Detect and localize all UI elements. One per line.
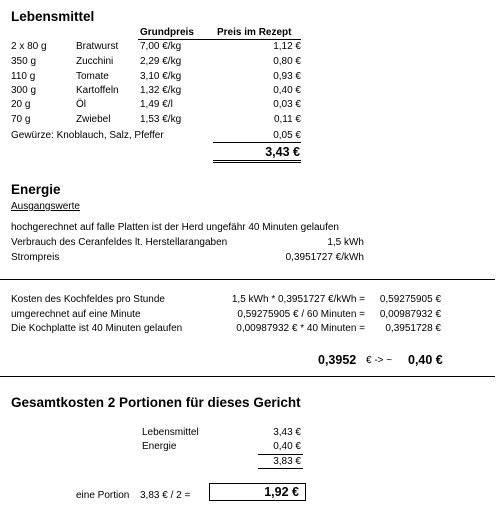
- food-amount: 110 g: [11, 71, 36, 82]
- food-amount: 20 g: [11, 99, 31, 110]
- header-underline: [138, 39, 301, 40]
- food-name: Tomate: [76, 71, 109, 82]
- sum-line-top: [213, 142, 301, 143]
- calc-result: 0,00987932 €: [379, 309, 441, 320]
- food-name: Zwiebel: [76, 114, 111, 125]
- food-recipe-price: 0,11 €: [273, 114, 301, 125]
- energie-title: Energie: [11, 182, 61, 197]
- energy-result-rounded: 0,40 €: [408, 353, 443, 367]
- section-divider-1: [0, 279, 495, 280]
- portion-formula: 3,83 € / 2 =: [140, 490, 191, 501]
- calc-label: Die Kochplatte ist 40 Minuten gelaufen: [11, 323, 183, 334]
- energie-line-2-label: Verbrauch des Ceranfeldes lt. Herstellarangaben: [11, 237, 228, 248]
- energie-subtitle: Ausgangswerte: [11, 201, 80, 212]
- gesamt-title: Gesamtkosten 2 Portionen für dieses Gericht: [11, 395, 301, 410]
- spices-label: Gewürze: Knoblauch, Salz, Pfeffer: [11, 130, 164, 141]
- food-total: 3,43 €: [265, 145, 300, 159]
- total-sum-line-top: [258, 454, 303, 455]
- food-unit-price: 2,29 €/kg: [140, 56, 182, 67]
- food-recipe-price: 1,12 €: [273, 41, 301, 52]
- energy-result-exact: 0,3952: [318, 353, 357, 367]
- food-unit-price: 7,00 €/kg: [140, 41, 182, 52]
- food-unit-price: 3,10 €/kg: [140, 71, 182, 82]
- food-amount: 300 g: [11, 85, 37, 96]
- food-name: Bratwurst: [76, 41, 119, 52]
- total-row-label-food: Lebensmittel: [142, 427, 199, 438]
- total-sum: 3,83 €: [273, 456, 301, 467]
- total-row-label-energy: Energie: [142, 441, 177, 452]
- column-header-preis-im-rezept: Preis im Rezept: [217, 27, 292, 38]
- food-recipe-price: 0,93 €: [273, 71, 301, 82]
- food-unit-price: 1,32 €/kg: [140, 85, 182, 96]
- calc-formula: 0,00987932 € * 40 Minuten =: [236, 323, 365, 334]
- food-recipe-price: 0,03 €: [273, 99, 301, 110]
- total-sum-line-bottom: [258, 468, 303, 469]
- sum-line-bottom-1: [213, 160, 301, 161]
- portion-result-box: [209, 483, 306, 501]
- calc-formula: 0,59275905 € / 60 Minuten =: [237, 309, 365, 320]
- energie-line-3-value: 0,3951727 €/kWh: [285, 252, 364, 263]
- food-recipe-price: 0,80 €: [273, 56, 301, 67]
- food-unit-price: 1,49 €/l: [140, 99, 173, 110]
- food-name: Zucchini: [76, 56, 114, 67]
- calc-result: 0,59275905 €: [379, 294, 441, 305]
- spices-price: 0,05 €: [273, 130, 301, 141]
- food-amount: 70 g: [11, 114, 31, 125]
- portion-result: 1,92 €: [264, 485, 299, 499]
- portion-label: eine Portion: [76, 490, 130, 501]
- column-header-grundpreis: Grundpreis: [140, 27, 194, 38]
- food-name: Öl: [76, 99, 86, 110]
- food-recipe-price: 0,40 €: [273, 85, 301, 96]
- energie-line-1: hochgerechnet auf falle Platten ist der Herd ungefähr 40 Minuten gelaufen: [11, 222, 339, 233]
- total-row-value-energy: 0,40 €: [273, 441, 301, 452]
- energy-result-arrow: € -> ~: [366, 355, 393, 366]
- calc-label: umgerechnet auf eine Minute: [11, 309, 141, 320]
- food-name: Kartoffeln: [76, 85, 119, 96]
- energie-line-2-value: 1,5 kWh: [327, 237, 364, 248]
- food-amount: 2 x 80 g: [11, 41, 47, 52]
- calc-result: 0,3951728 €: [385, 323, 441, 334]
- calc-label: Kosten des Kochfeldes pro Stunde: [11, 294, 165, 305]
- total-row-value-food: 3,43 €: [273, 427, 301, 438]
- calc-formula: 1,5 kWh * 0,3951727 €/kWh =: [231, 294, 365, 305]
- section-divider-2: [0, 376, 495, 377]
- food-amount: 350 g: [11, 56, 37, 67]
- sum-line-bottom-2: [213, 162, 301, 163]
- lebensmittel-title: Lebensmittel: [11, 9, 95, 24]
- food-unit-price: 1,53 €/kg: [140, 114, 182, 125]
- energie-line-3-label: Strompreis: [11, 252, 60, 263]
